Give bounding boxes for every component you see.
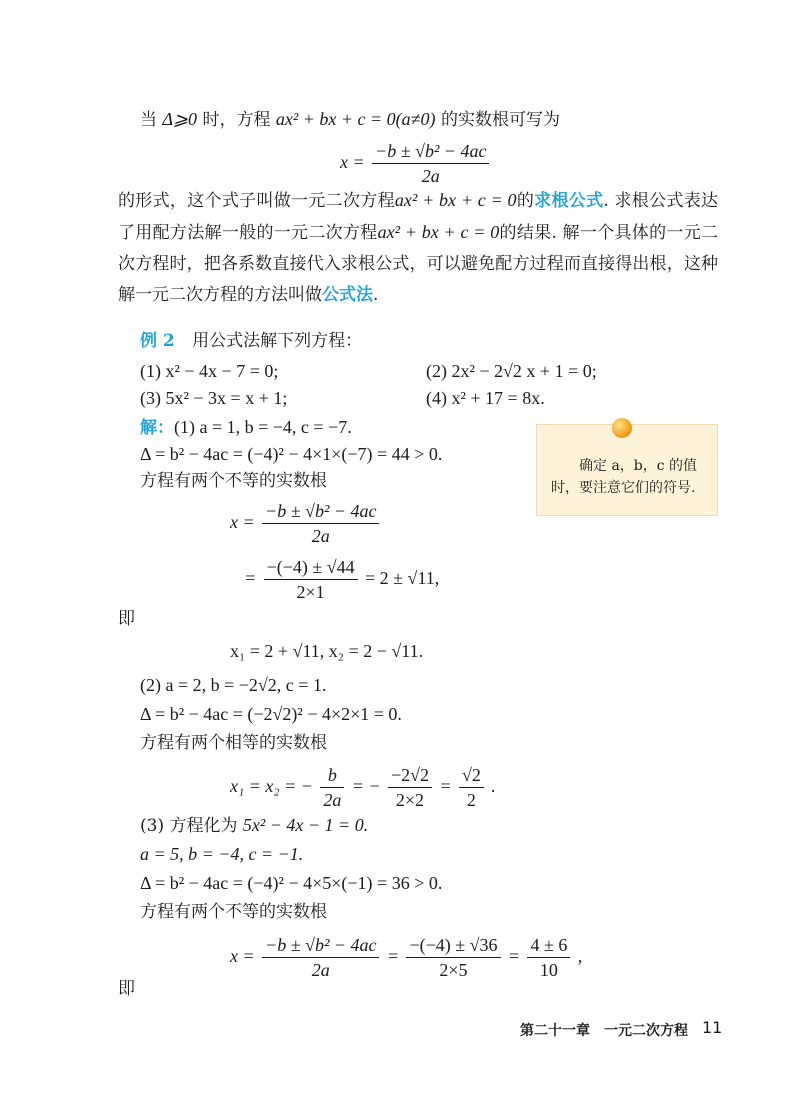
intro-equation: ax² + bx + c = 0(a≠0) bbox=[275, 109, 436, 129]
s3-fraction-3 bbox=[527, 934, 570, 981]
question-3: (3) 5x² − 3x = x + 1; bbox=[140, 388, 288, 408]
example-header bbox=[140, 328, 362, 354]
keyword-formula: 求根公式 bbox=[534, 191, 604, 211]
formula-fraction bbox=[372, 140, 489, 187]
question-4: (4) x² + 17 = 8x. bbox=[426, 388, 545, 408]
solution-2-formula bbox=[230, 764, 496, 811]
s1-formula-lhs: x = bbox=[230, 512, 255, 532]
solution-1-coefficients bbox=[140, 414, 352, 441]
s2-fraction-3 bbox=[459, 764, 484, 811]
s2-f1-numerator: b bbox=[320, 764, 344, 788]
solution-3-discriminant: Δ = b² − 4ac = (−4)² − 4×5×(−1) = 36 > 0. bbox=[140, 873, 443, 893]
s1-formula-denominator: 2a bbox=[311, 526, 330, 546]
side-note bbox=[536, 424, 718, 516]
formula-numerator: −b ± √b² − 4ac bbox=[372, 140, 489, 164]
intro-text-c: 的实数根可写为 bbox=[440, 110, 560, 130]
intro-condition: Δ⩾0 bbox=[162, 109, 198, 129]
chapter-title: 第二十一章 一元二次方程 bbox=[520, 1023, 688, 1039]
side-note-text: 确定 a，b，c 的值时，要注意它们的符号. bbox=[551, 458, 698, 496]
s1-formula-fraction bbox=[262, 500, 379, 547]
s1-sub-result: = 2 ± √11, bbox=[365, 568, 440, 588]
s3-fraction-2 bbox=[406, 934, 500, 981]
question-2: (2) 2x² − 2√2 x + 1 = 0; bbox=[426, 361, 597, 381]
solution-3-coefficients: a = 5, b = −4, c = −1. bbox=[140, 844, 304, 864]
s3-f2-denominator: 2×5 bbox=[439, 960, 468, 980]
solution-1-coef-text: (1) a = 1, b = −4, c = −7. bbox=[174, 417, 352, 437]
s1-sub-fraction bbox=[264, 556, 358, 603]
s3-end: , bbox=[577, 946, 583, 966]
solution-1-formula bbox=[230, 500, 381, 547]
ji-1: 即 bbox=[118, 609, 135, 629]
s3-eq-2: = bbox=[507, 946, 521, 966]
s3-f2-numerator: −(−4) ± √36 bbox=[406, 934, 500, 958]
s3-f1-denominator: 2a bbox=[311, 960, 330, 980]
s1-sub-eq: = bbox=[244, 568, 257, 588]
s1-formula-numerator: −b ± √b² − 4ac bbox=[262, 500, 379, 524]
s3-text-1: (3) 方程化为 bbox=[140, 816, 238, 836]
solution-3-transform bbox=[140, 812, 368, 839]
s2-f3-numerator: √2 bbox=[459, 764, 484, 788]
solution-1-text: 方程有两个不等的实数根 bbox=[140, 471, 327, 491]
s3-equation: 5x² − 4x − 1 = 0. bbox=[242, 815, 369, 835]
pushpin-icon bbox=[612, 418, 632, 438]
para-text-3: . 求根公式表达了用配方法解一般的一元二次方程 bbox=[118, 191, 719, 243]
s2-eq: = bbox=[439, 776, 452, 796]
intro-line bbox=[140, 106, 560, 133]
ji-2: 即 bbox=[118, 979, 135, 999]
intro-text-b: 时，方程 bbox=[202, 110, 271, 130]
s2-f1-denominator: 2a bbox=[323, 790, 342, 810]
s2-end: . bbox=[491, 776, 496, 796]
s3-f3-denominator: 10 bbox=[539, 960, 558, 980]
para-text-1: 的形式，这个式子叫做一元二次方程 bbox=[118, 191, 395, 211]
intro-text-a: 当 bbox=[140, 110, 157, 130]
s3-lhs: x = bbox=[230, 946, 255, 966]
para-eq-1: ax² + bx + c = 0 bbox=[394, 190, 517, 210]
para-text-5: . bbox=[373, 285, 379, 305]
s3-eq-1: = bbox=[386, 946, 400, 966]
solution-2-coefficients: (2) a = 2, b = −2√2, c = 1. bbox=[140, 675, 327, 695]
s3-f1-numerator: −b ± √b² − 4ac bbox=[262, 934, 379, 958]
quadratic-formula bbox=[340, 140, 491, 187]
s2-lhs: x₁ = x₂ = − bbox=[230, 776, 313, 796]
solution-1-discriminant: Δ = b² − 4ac = (−4)² − 4×1×(−7) = 44 > 0. bbox=[140, 444, 443, 464]
para-eq-2: ax² + bx + c = 0 bbox=[377, 222, 500, 242]
solution-3-formula bbox=[230, 934, 582, 981]
s2-mid: = − bbox=[351, 776, 381, 796]
s1-sub-denominator: 2×1 bbox=[296, 582, 325, 602]
s2-f2-numerator: −2√2 bbox=[388, 764, 432, 788]
solution-label: 解： bbox=[140, 418, 174, 438]
para-text-4: 的结果. 解一个具体的一元二次方程时，把各系数直接代入求根公式，可以避免配方过程而直接得出根，这种解一元二次方程的方法叫做 bbox=[118, 223, 718, 305]
solution-1-substitution bbox=[244, 556, 439, 603]
s2-fraction-2 bbox=[388, 764, 432, 811]
s2-f3-denominator: 2 bbox=[466, 790, 476, 810]
page-number: 11 bbox=[702, 1018, 723, 1037]
solution-3-text: 方程有两个不等的实数根 bbox=[140, 902, 327, 922]
formula-denominator: 2a bbox=[421, 166, 440, 186]
solution-2-discriminant: Δ = b² − 4ac = (−2√2)² − 4×2×1 = 0. bbox=[140, 704, 402, 724]
s1-sub-numerator: −(−4) ± √44 bbox=[264, 556, 358, 580]
solution-2-text: 方程有两个相等的实数根 bbox=[140, 733, 327, 753]
example-title: 用公式法解下列方程： bbox=[192, 331, 363, 351]
s2-fraction-1 bbox=[320, 764, 344, 811]
s3-f3-numerator: 4 ± 6 bbox=[527, 934, 570, 958]
s3-fraction-1 bbox=[262, 934, 379, 981]
definition-paragraph bbox=[118, 185, 718, 311]
example-label: 例 2 bbox=[140, 331, 175, 351]
keyword-method: 公式法 bbox=[322, 285, 373, 305]
s2-f2-denominator: 2×2 bbox=[395, 790, 425, 810]
para-text-2: 的 bbox=[516, 191, 535, 211]
formula-lhs: x = bbox=[340, 152, 365, 172]
solution-1-roots: x₁ = 2 + √11, x₂ = 2 − √11. bbox=[230, 641, 424, 661]
question-1: (1) x² − 4x − 7 = 0; bbox=[140, 361, 279, 381]
